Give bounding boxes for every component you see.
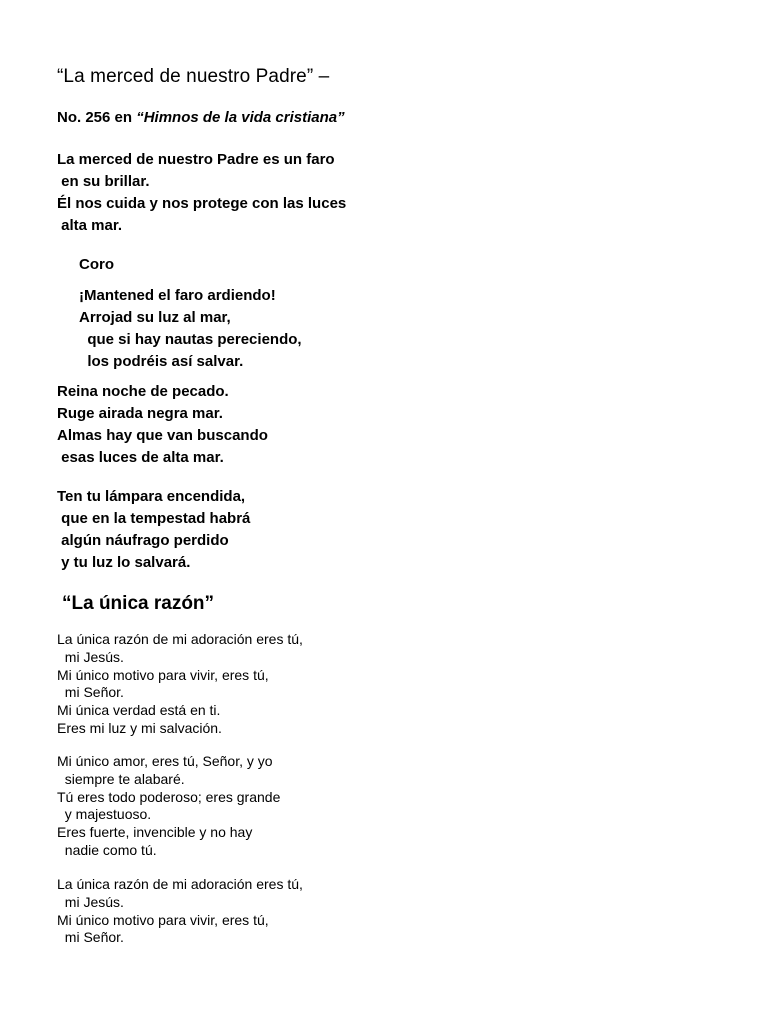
verse-3: Ten tu lámpara encendida, que en la tempestad habrá algún náufrago perdido y tu luz lo salvará. <box>57 488 251 571</box>
song-stanza-1: La única razón de mi adoración eres tú, mi Jesús. Mi único motivo para vivir, eres tú, mi Señor. Mi única verdad está en ti. Eres mi luz y mi salvación. <box>57 631 303 736</box>
hymn-reference <box>57 109 345 126</box>
verse-2: Reina noche de pecado. Ruge airada negra mar. Almas hay que van buscando esas luces de alta mar. <box>57 383 268 466</box>
chorus-label: Coro <box>79 256 114 273</box>
song-stanza-3: La única razón de mi adoración eres tú, mi Jesús. Mi único motivo para vivir, eres tú, mi Señor. <box>57 876 303 946</box>
chorus: ¡Mantened el faro ardiendo! Arrojad su luz al mar, que si hay nautas pereciendo, los podréis así salvar. <box>79 287 302 370</box>
hymnal-name: “Himnos de la vida cristiana” <box>136 109 345 126</box>
hymn-reference-prefix: No. 256 en <box>57 109 137 126</box>
song-stanza-2: Mi único amor, eres tú, Señor, y yo siempre te alabaré. Tú eres todo poderoso; eres grande y majestuoso. Eres fuerte, invencible y no hay nadie como tú. <box>57 753 281 858</box>
verse-1: La merced de nuestro Padre es un faro en su brillar. Él nos cuida y nos protege con las luces alta mar. <box>57 151 347 234</box>
hymn-title: “La merced de nuestro Padre” – <box>57 66 330 87</box>
song-title: “La única razón” <box>62 593 215 614</box>
